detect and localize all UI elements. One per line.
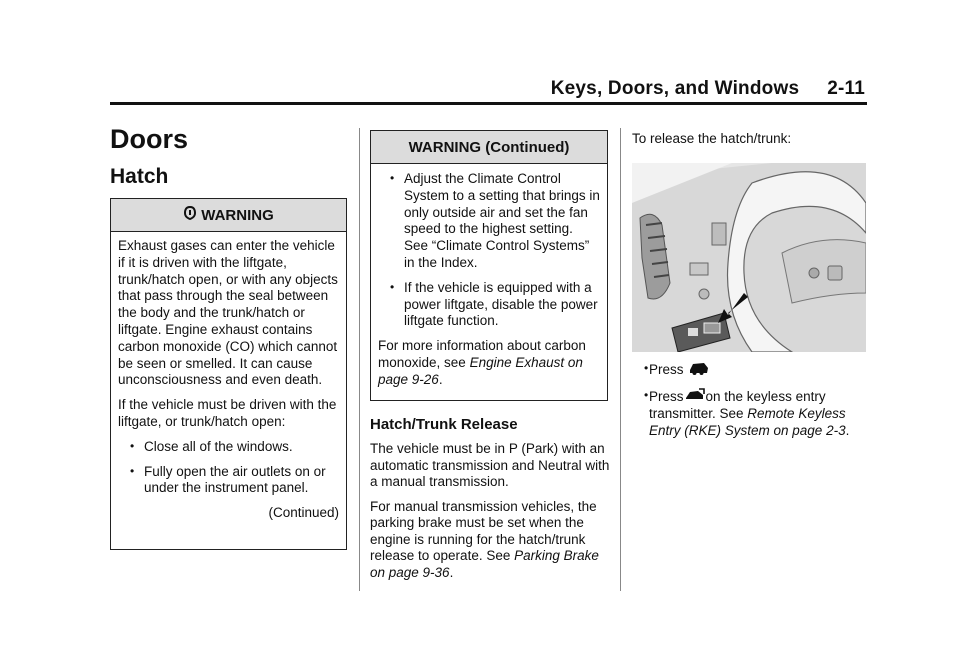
page-title: Doors <box>110 124 189 154</box>
column-divider <box>359 128 360 591</box>
warning-body <box>111 232 346 522</box>
continued-label: (Continued) <box>268 505 339 521</box>
paragraph: For manual transmission vehicles, the parking brake must be set when the engine is running for the hatch/trunk release to operate. See Parking Brake on page 9-36. <box>370 498 599 580</box>
warning-paragraph: If the vehicle must be driven with the liftgate, or trunk/hatch open: <box>118 397 337 429</box>
warning-bullet: • If the vehicle is equipped with a power liftgate, disable the power liftgate function. <box>378 280 600 330</box>
cross-reference: Remote Keyless Entry (RKE) System on page 2-3 <box>649 406 846 438</box>
warning-paragraph: For more information about carbon monoxide, see Engine Exhaust on page 9-26. <box>378 338 586 387</box>
body-text <box>370 441 610 589</box>
warning-header <box>371 131 607 164</box>
release-steps <box>632 361 872 447</box>
step-bullet: • Press <box>632 361 872 380</box>
remote-trunk-icon <box>685 388 705 407</box>
warning-bullet: • Fully open the air outlets on or under the instrument panel. <box>118 464 339 498</box>
cross-reference: Engine Exhaust on page 9-26 <box>378 354 583 387</box>
intro-text: To release the hatch/trunk: <box>632 131 792 146</box>
warning-paragraph: Exhaust gases can enter the vehicle if it is driven with the liftgate, trunk/hatch open, or with any objects that pass through the seal between the body and the trunk/hatch or liftgate. Engine exhaust contains carbon monoxide (CO) which cannot be seen or smelled. It can cause unconsciousness and even death. <box>118 238 338 388</box>
warning-symbol-icon <box>183 205 197 225</box>
hatch-release-icon <box>689 361 709 380</box>
warning-body <box>371 164 607 389</box>
warning-heading: WARNING (Continued) <box>408 138 570 156</box>
page-number: 2-11 <box>827 78 865 99</box>
warning-header <box>111 199 346 232</box>
subsection-heading: Hatch/Trunk Release <box>370 416 518 433</box>
warning-continued-box <box>370 130 608 401</box>
warning-bullet: • Close all of the windows. <box>118 439 339 456</box>
column-divider <box>620 128 621 591</box>
running-header <box>551 78 865 100</box>
paragraph: The vehicle must be in P (Park) with an automatic transmission and Neutral with a manual transmission. <box>370 441 610 489</box>
step-bullet: • Press on the keyless entry transmitter. See Remote Keyless Entry (RKE) System on page 2-3. <box>632 388 872 440</box>
warning-heading: WARNING <box>201 206 274 224</box>
dashboard-illustration <box>632 163 866 352</box>
warning-bullet: • Adjust the Climate Control System to a setting that brings in only outside air and set the fan speed to the highest setting. See “Climate Control Systems” in the Index. <box>378 171 600 272</box>
section-heading: Hatch <box>110 165 169 188</box>
section-title: Keys, Doors, and Windows <box>550 78 800 99</box>
warning-box <box>110 198 347 550</box>
header-rule <box>110 102 867 105</box>
cross-reference: Parking Brake on page 9-36 <box>370 548 599 580</box>
